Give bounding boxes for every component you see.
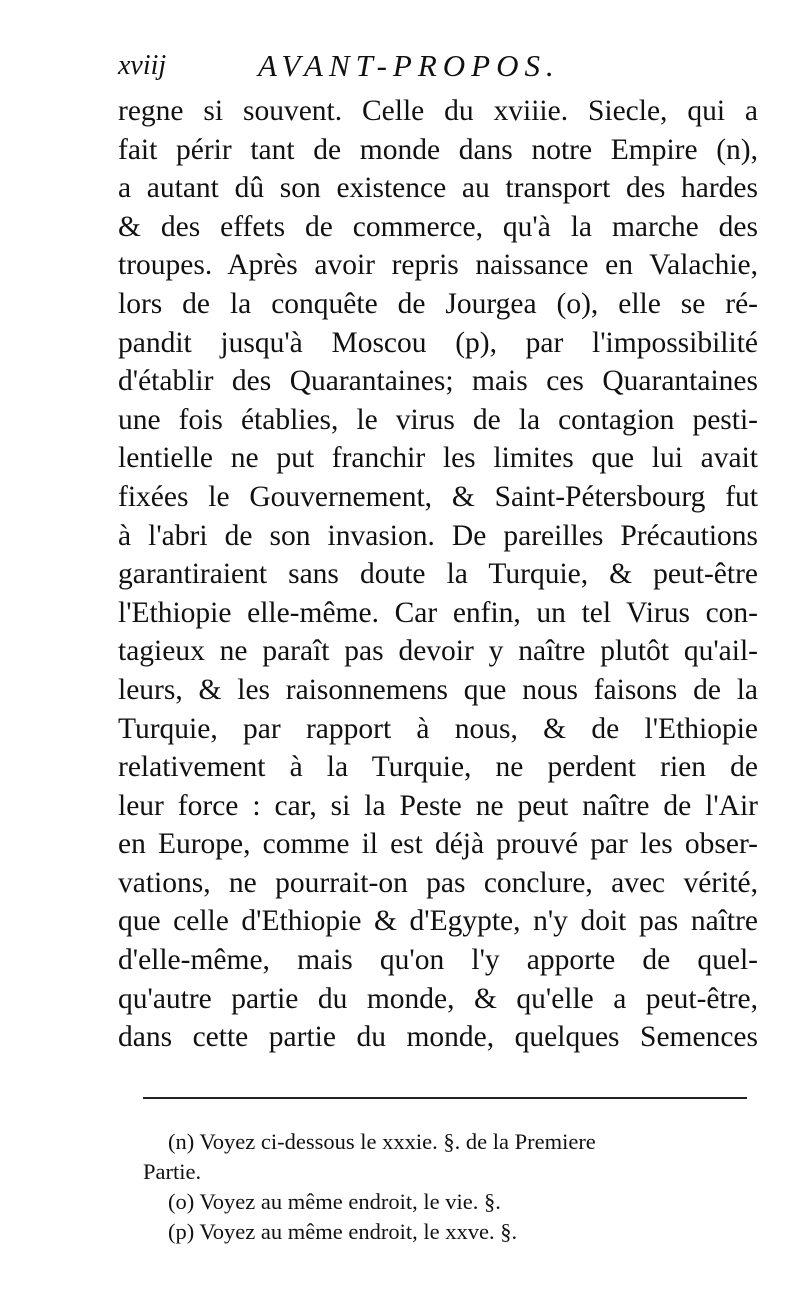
text-line: regne si souvent. Celle du xviiie. Siecle, qui a xyxy=(118,95,758,127)
text-line: qu'autre partie du monde, & qu'elle a peut-être, xyxy=(118,982,758,1015)
text-line: dans cette partie du monde, quelques Semences xyxy=(118,1021,758,1054)
text-line: lentielle ne put franchir les limites que lui avait xyxy=(118,442,758,475)
text-line: lors de la conquête de Jourgea (o), elle se ré- xyxy=(118,287,758,320)
text-line: fixées le Gouvernement, & Saint-Pétersbourg fut xyxy=(118,480,758,513)
text-line: en Europe, comme il est déjà prouvé par les obser- xyxy=(118,828,758,861)
text-line: fait périr tant de monde dans notre Empire (n), xyxy=(118,133,758,166)
footnote-rule xyxy=(143,1097,747,1099)
page-number: xviij xyxy=(118,50,167,81)
footnote-p: (p) Voyez au même endroit, le xxve. §. xyxy=(168,1219,518,1244)
text-line: Turquie, par rapport à nous, & de l'Ethiopie xyxy=(118,712,758,745)
text-line: garantiraient sans doute la Turquie, & peut-être xyxy=(118,558,758,591)
text-line: pandit jusqu'à Moscou (p), par l'impossibilité xyxy=(118,326,758,359)
text-line: vations, ne pourrait-on pas conclure, avec vérité, xyxy=(118,866,758,899)
text-line: tagieux ne paraît pas devoir y naître plutôt qu'ail- xyxy=(118,635,758,668)
footnote-n: (n) Voyez ci-dessous le xxxie. §. de la Premiere xyxy=(168,1129,596,1154)
text-line: que celle d'Ethiopie & d'Egypte, n'y doit pas naître xyxy=(118,905,758,938)
text-line: d'elle-même, mais qu'on l'y apporte de quel- xyxy=(118,944,758,977)
text-line: troupes. Après avoir repris naissance en Valachie, xyxy=(118,249,758,282)
text-line: l'Ethiopie elle-même. Car enfin, un tel Virus con- xyxy=(118,596,758,629)
text-line: une fois établies, le virus de la contagion pesti- xyxy=(118,403,758,436)
footnote-o: (o) Voyez au même endroit, le vie. §. xyxy=(168,1189,501,1214)
text-line: & des effets de commerce, qu'à la marche des xyxy=(118,210,758,243)
text-line: à l'abri de son invasion. De pareilles Précautions xyxy=(118,519,758,552)
text-line: a autant dû son existence au transport des hardes xyxy=(118,172,758,205)
text-line: d'établir des Quarantaines; mais ces Quarantaines xyxy=(118,365,758,398)
text-line: leurs, & les raisonnemens que nous faisons de la xyxy=(118,673,758,706)
footnotes xyxy=(143,1127,768,1247)
body-text xyxy=(118,92,758,1057)
footnote-n-continuation: Partie. xyxy=(143,1159,202,1184)
text-line: relativement à la Turquie, ne perdent rien de xyxy=(118,751,758,784)
running-head: AVANT-PROPOS. xyxy=(258,48,560,83)
page-header xyxy=(118,48,638,88)
text-line: leur force : car, si la Peste ne peut naître de l'Air xyxy=(118,789,758,822)
